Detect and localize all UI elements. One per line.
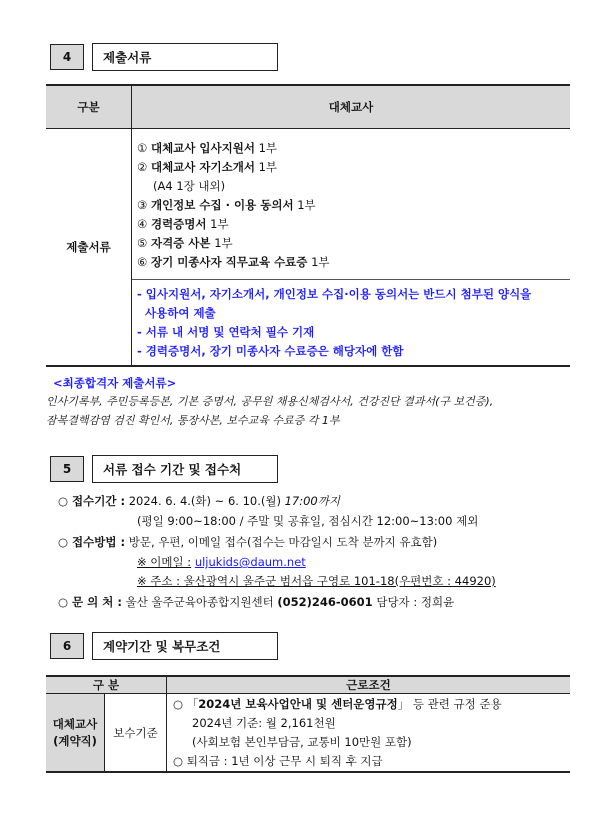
cond-regulation-bold: 2024년 보육사업안내 및 센터운영규정 xyxy=(198,697,398,711)
table6-col-divider xyxy=(166,677,167,771)
inquiry-org: 울산 울주군육아종합지원센터 xyxy=(125,595,274,609)
cond-regulation-suffix: 」 등 관련 규정 준용 xyxy=(397,697,502,711)
table4-notes-divider xyxy=(132,279,570,280)
email-row xyxy=(137,555,306,569)
period-note: (평일 9:00~18:00 / 주말 및 공휴일, 점심시간 12:00~13:00 제외 xyxy=(137,514,479,528)
address-row: ※ 주소 : 울산광역시 울주군 범서읍 구영로 101-18(우편번호 : 44920) xyxy=(137,574,496,588)
doc-item-label: 경력증명서 xyxy=(150,217,207,231)
doc-item-label: 자격증 사본 xyxy=(150,236,211,250)
doc-item-qty: 1부 xyxy=(258,141,278,155)
table6-sub-label: 보수기준 xyxy=(113,725,158,740)
period-deadline: 17:00까지 xyxy=(284,494,340,508)
cond-salary: 2024년 기준: 월 2,161천원 xyxy=(192,716,336,730)
section-5-title: 서류 접수 기간 및 접수처 xyxy=(92,455,278,483)
doc-item-2 xyxy=(137,160,277,174)
section-6-number xyxy=(50,633,84,659)
cond-regulation-prefix: ○ 「 xyxy=(173,697,199,711)
doc-item-marker: ⑤ xyxy=(137,236,148,250)
doc-note-1: - 입사지원서, 자기소개서, 개인정보 수집·이용 동의서는 반드시 첨부된 양식을 xyxy=(137,287,532,301)
doc-item-1 xyxy=(137,141,277,155)
inquiry-row xyxy=(58,595,454,609)
final-docs-line1: 인사기록부, 주민등록등본, 기본 증명서, 공무원 채용신체검사서, 건강진단 결과서(구 보건증), xyxy=(46,395,494,408)
doc-note-2: - 서류 내 서명 및 연락처 필수 기재 xyxy=(137,325,315,339)
inquiry-person: 담당자 : 정희윤 xyxy=(376,595,455,609)
table4-row-label: 제출서류 xyxy=(66,240,111,254)
cond-salary-note: (사회보험 본인부담금, 교통비 10만원 포함) xyxy=(192,735,412,749)
table4-header-substitute: 대체교사 xyxy=(132,86,570,128)
section-4-title: 제출서류 xyxy=(92,43,278,71)
doc-item-qty: 1부 xyxy=(297,198,316,212)
final-docs-title: <최종합격자 제출서류> xyxy=(53,376,177,390)
doc-item-6 xyxy=(137,255,330,269)
cond-regulation xyxy=(173,697,502,711)
email-prefix: ※ 이메일 : xyxy=(137,555,192,569)
section-5-number-text: 5 xyxy=(62,462,72,476)
section-4-number-text: 4 xyxy=(62,50,72,64)
doc-item-3 xyxy=(137,198,316,212)
doc-note-3: - 경력증명서, 장기 미종사자 수료증은 해당자에 한함 xyxy=(137,344,404,358)
doc-item-marker: ④ xyxy=(137,217,148,231)
doc-item-marker: ① xyxy=(137,141,148,155)
table4-bottom-border xyxy=(46,365,570,367)
table6-row-label xyxy=(46,694,104,771)
doc-item-5 xyxy=(137,236,233,250)
table4-header-category: 구분 xyxy=(46,86,131,128)
cond-severance: ○ 퇴직금 : 1년 이상 근무 시 퇴직 후 지급 xyxy=(173,754,383,768)
doc-item-marker: ③ xyxy=(137,198,148,212)
doc-item-2-note xyxy=(153,179,225,193)
method-row xyxy=(58,535,437,549)
doc-item-qty: 1부 xyxy=(258,160,278,174)
row-label-line1: 대체교사 xyxy=(52,716,98,731)
row-label-line2: (계약직) xyxy=(53,733,97,748)
doc-item-marker: ② xyxy=(137,160,148,174)
doc-item-marker: ⑥ xyxy=(137,255,148,269)
section-5-number xyxy=(50,456,84,482)
section-6-number-text: 6 xyxy=(62,639,72,653)
section-6-title: 계약기간 및 복무조건 xyxy=(92,632,278,660)
table6-header-category: 구 분 xyxy=(46,677,166,693)
doc-item-qty: 1부 xyxy=(210,217,229,231)
email-link[interactable]: uljukids@daum.net xyxy=(194,555,306,569)
period-value: 2024. 6. 4.(화) ~ 6. 10.(월) xyxy=(128,494,281,508)
doc-item-qty: 1부 xyxy=(311,255,330,269)
inquiry-phone: (052)246-0601 xyxy=(277,595,373,609)
method-value: 방문, 우편, 이메일 접수(접수는 마감일시 도착 분까지 유효함) xyxy=(128,535,438,549)
method-label: ○ 접수방법 : xyxy=(58,535,126,549)
doc-item-4 xyxy=(137,217,229,231)
doc-item-label: 개인정보 수집 · 이용 동의서 xyxy=(150,198,294,212)
doc-item-note-text: (A4 1장 내외) xyxy=(153,179,226,193)
doc-item-label: 대체교사 입사지원서 xyxy=(150,141,255,155)
doc-note-1-cont: 사용하여 제출 xyxy=(137,306,216,320)
period-row xyxy=(58,494,340,508)
table6-bottom-border xyxy=(46,771,570,773)
doc-item-label: 대체교사 자기소개서 xyxy=(150,160,255,174)
period-label: ○ 접수기간 : xyxy=(58,494,126,508)
final-docs-line2: 잠복결핵감염 검진 확인서, 통장사본, 보수교육 수료증 각 1부 xyxy=(46,414,340,427)
table6-header-conditions: 근로조건 xyxy=(167,677,570,693)
section-4-number xyxy=(50,44,84,70)
doc-item-qty: 1부 xyxy=(214,236,233,250)
inquiry-label: ○ 문 의 처 : xyxy=(58,595,122,609)
doc-item-label: 장기 미종사자 직무교육 수료증 xyxy=(150,255,308,269)
